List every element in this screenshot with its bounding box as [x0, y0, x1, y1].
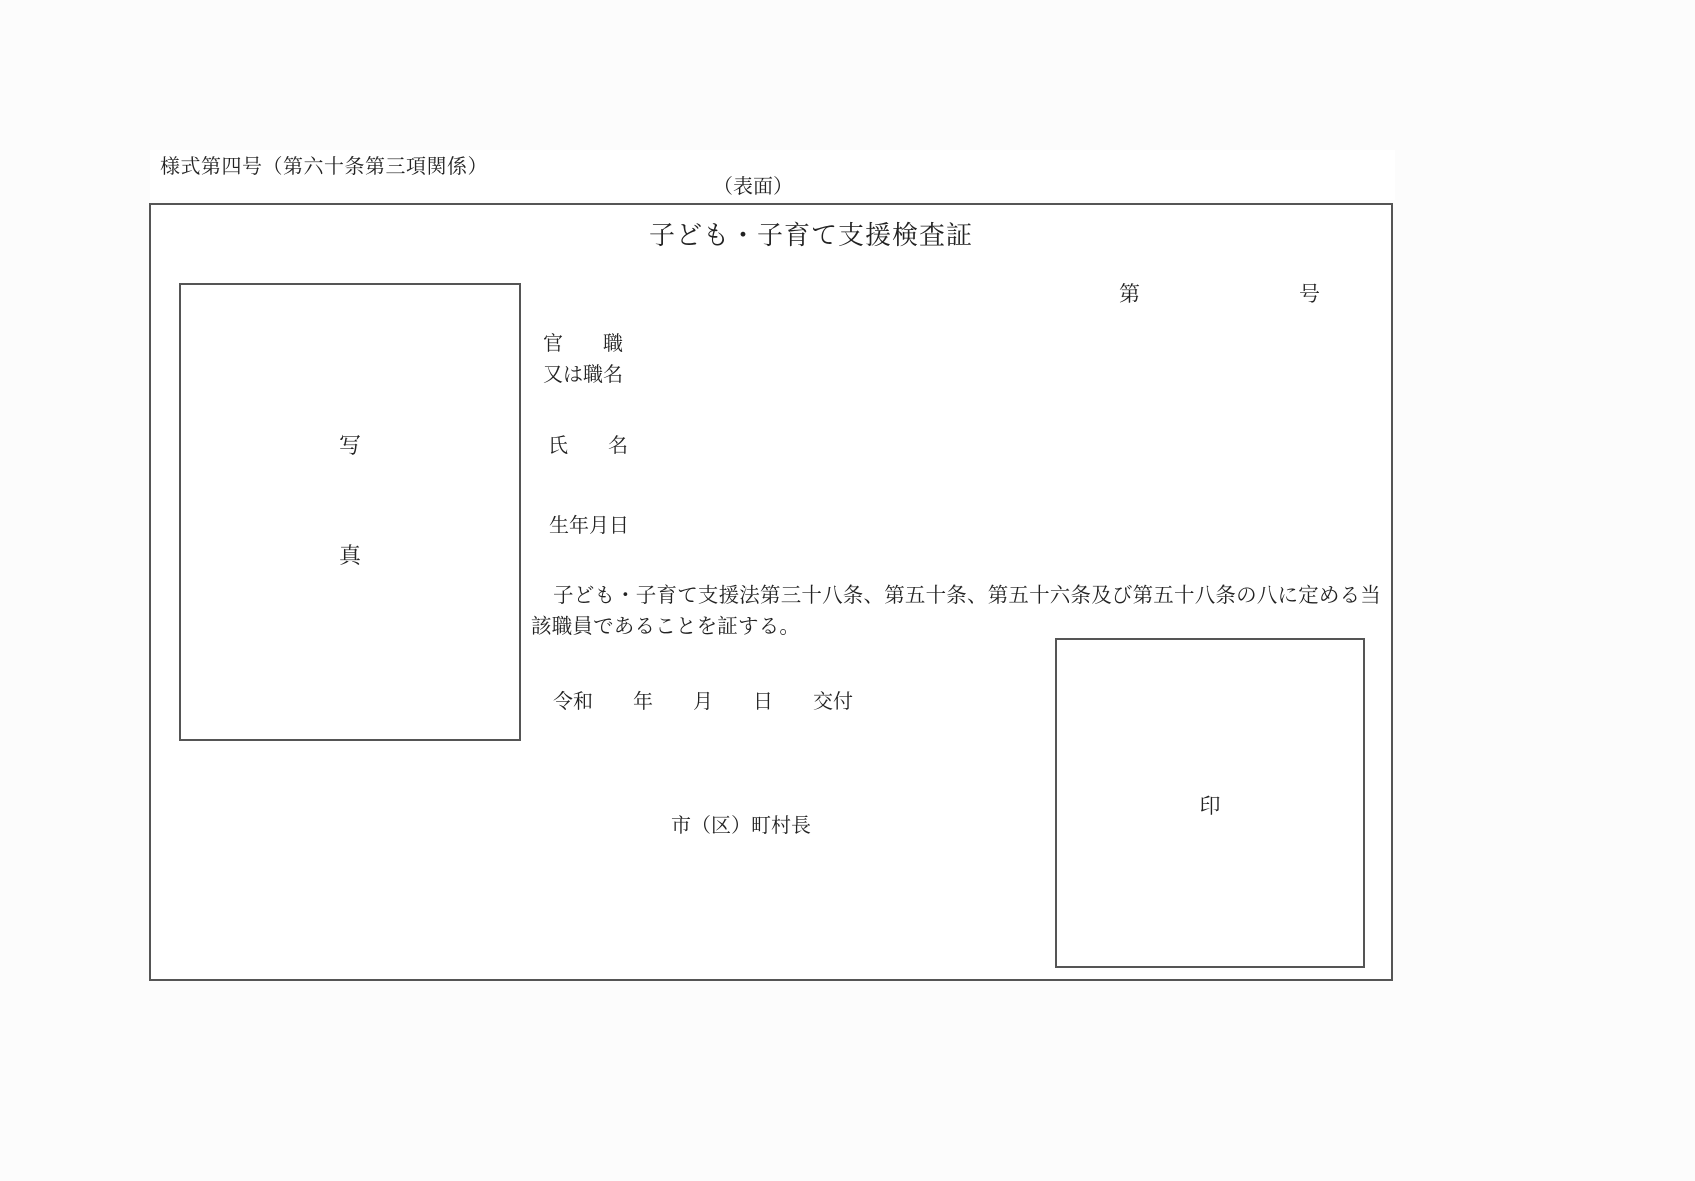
- official-position-label: 官 職: [543, 331, 623, 355]
- issuer-label: 市（区）町村長: [671, 813, 811, 837]
- birth-date-label: 生年月日: [549, 513, 629, 537]
- seal-box: [1055, 638, 1365, 968]
- official-position-label-2: 又は職名: [543, 362, 623, 386]
- side-label: （表面）: [713, 174, 793, 198]
- photo-label-1: 写: [338, 434, 361, 459]
- seal-label: 印: [1199, 794, 1221, 818]
- photo-label-2: 真: [338, 544, 361, 569]
- issue-date-line: 令和 年 月 日 交付: [553, 689, 853, 713]
- inspection-card: [149, 203, 1393, 981]
- card-title: 子ども・子育て支援検査証: [648, 221, 973, 251]
- name-label: 氏 名: [548, 433, 628, 457]
- form-number: 様式第四号（第六十条第三項関係）: [160, 154, 488, 178]
- number-prefix: 第: [1119, 282, 1140, 306]
- photo-box: [179, 283, 521, 741]
- certification-statement: 子ども・子育て支援法第三十八条、第五十条、第五十六条及び第五十八条の八に定める当該職員であることを証する。: [531, 583, 1381, 638]
- number-suffix: 号: [1299, 282, 1320, 306]
